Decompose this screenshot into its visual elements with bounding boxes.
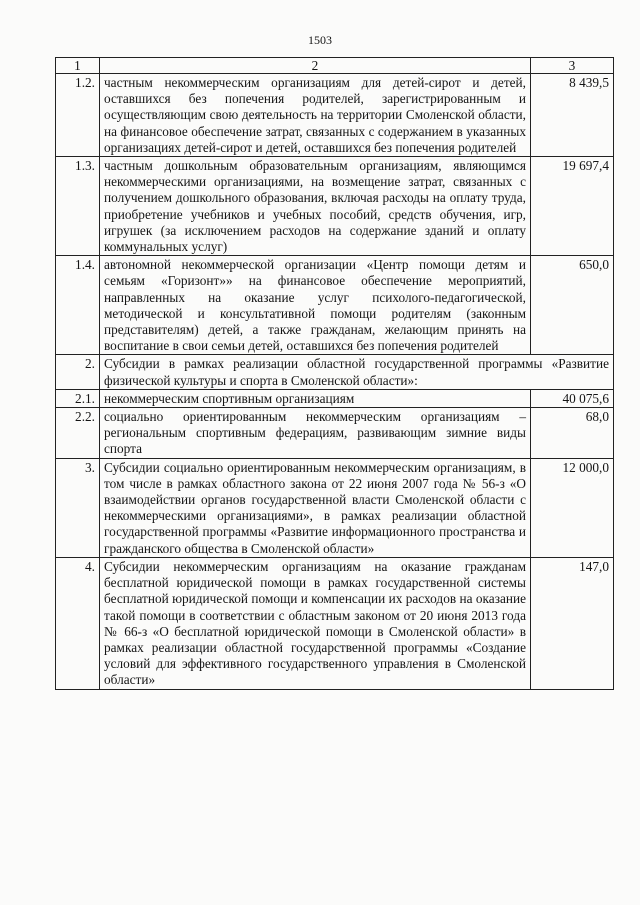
subsidy-table <box>55 57 614 690</box>
row-amount: 650,0 <box>531 256 614 355</box>
row-description: частным некоммерческим организациям для детей-сирот и детей, оставшихся без попечения родителей, зарегистрированным и осуществляющим свою деятельность на территории Смоленской области, на финансовое обеспечение затрат, связанных с содержанием в указанных организациях детей-сирот и детей, оставшихся без попечения родителей <box>100 74 531 157</box>
table-row <box>56 389 614 407</box>
row-description: автономной некоммерческой организации «Центр помощи детям и семьям «Горизонт»» на финансовое обеспечение мероприятий, направленных на оказание услуг психолого-педагогической, методической и консультативной помощи родителям (законным представителям) детей, а также гражданам, желающим принять на воспитание в свои семьи детей, оставшихся без попечения родителей <box>100 256 531 355</box>
table-row <box>56 408 614 459</box>
row-number: 1.2. <box>56 74 100 157</box>
row-amount: 147,0 <box>531 557 614 689</box>
table-row <box>56 74 614 157</box>
row-number: 1.3. <box>56 157 100 256</box>
table-row <box>56 256 614 355</box>
row-description: некоммерческим спортивным организациям <box>100 389 531 407</box>
table-row <box>56 157 614 256</box>
table-row <box>56 458 614 557</box>
row-amount: 40 075,6 <box>531 389 614 407</box>
row-description: Субсидии в рамках реализации областной государственной программы «Развитие физической культуры и спорта в Смоленской области»: <box>100 355 614 389</box>
column-header-description: 2 <box>100 58 531 74</box>
page-number: 1503 <box>308 33 332 47</box>
row-number: 1.4. <box>56 256 100 355</box>
row-number: 2. <box>56 355 100 389</box>
row-number: 4. <box>56 557 100 689</box>
table-row-section <box>56 355 614 389</box>
column-header-number: 1 <box>56 58 100 74</box>
row-amount: 8 439,5 <box>531 74 614 157</box>
row-amount: 68,0 <box>531 408 614 459</box>
row-description: Субсидии некоммерческим организациям на оказание гражданам бесплатной юридической помощи в рамках государственной системы бесплатной юридической помощи и компенсации их расходов на оказание такой помощи в соответствии с областным законом от 20 июня 2013 года № 66-з «О бесплатной юридической помощи в Смоленской области» в рамках реализации областной государственной программы «Создание условий для эффективного государственного управления в Смоленской области» <box>100 557 531 689</box>
table-header-row <box>56 58 614 74</box>
table-row <box>56 557 614 689</box>
row-amount: 19 697,4 <box>531 157 614 256</box>
column-header-amount: 3 <box>531 58 614 74</box>
row-number: 3. <box>56 458 100 557</box>
row-description: частным дошкольным образовательным организациям, являющимся некоммерческими организациями, на возмещение затрат, связанных с получением дошкольного образования, включая расходы на оплату труда, приобретение учебников и учебных пособий, средств обучения, игр, игрушек (за исключением расходов на содержание зданий и оплату коммунальных услуг) <box>100 157 531 256</box>
row-number: 2.2. <box>56 408 100 459</box>
row-number: 2.1. <box>56 389 100 407</box>
row-description: Субсидии социально ориентированным некоммерческим организациям, в том числе в рамках областного закона от 22 июня 2007 года № 56-з «О взаимодействии органов государственной власти Смоленской области с некоммерческими организациями», в рамках реализации областной государственной программы «Развитие информационного пространства и гражданского общества в Смоленской области» <box>100 458 531 557</box>
row-description: социально ориентированным некоммерческим организациям – региональным спортивным федерациям, развивающим зимние виды спорта <box>100 408 531 459</box>
row-amount: 12 000,0 <box>531 458 614 557</box>
